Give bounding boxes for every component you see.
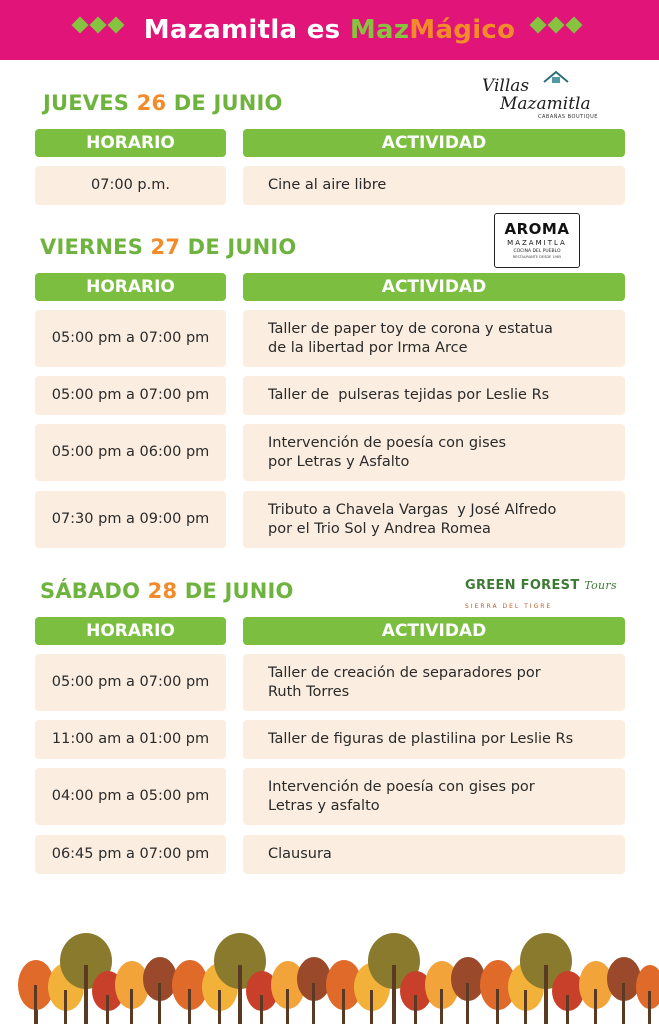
autumn-trees-illustration [0,925,659,1024]
header-horario: HORARIO [35,129,226,157]
header-banner [0,0,659,60]
cabin-roof-icon [542,70,570,84]
header-actividad: ACTIVIDAD [243,273,625,301]
time-cell: 07:30 pm a 09:00 pm [35,491,226,548]
day-title-viernes: VIERNES 27 DE JUNIO [40,235,297,259]
time-cell: 07:00 p.m. [35,166,226,205]
tree-icon [143,957,177,1024]
activity-cell: Cine al aire libre [243,166,625,205]
header-actividad: ACTIVIDAD [243,617,625,645]
tree-icon [607,957,641,1024]
activity-cell: Tributo a Chavela Vargas y José Alfredo por el Trio Sol y Andrea Romea [243,491,625,548]
time-cell: 05:00 pm a 07:00 pm [35,376,226,415]
aroma-mazamitla-logo: AROMA MAZAMITLA COCINA DEL PUEBLO RESTAURANTE DESDE 1985 [494,213,580,268]
day-title-sabado: SÁBADO 28 DE JUNIO [40,579,294,603]
tree-icon [115,961,149,1024]
activity-cell: Taller de figuras de plastilina por Leslie Rs [243,720,625,759]
tree-icon [636,965,659,1024]
tree-icon [297,957,331,1024]
header-horario: HORARIO [35,273,226,301]
activity-cell: Taller de pulseras tejidas por Leslie Rs [243,376,625,415]
header-actividad: ACTIVIDAD [243,129,625,157]
day-title-jueves: JUEVES 26 DE JUNIO [43,91,283,115]
time-cell: 05:00 pm a 06:00 pm [35,424,226,481]
time-cell: 04:00 pm a 05:00 pm [35,768,226,825]
activity-cell: Intervención de poesía con gises por Letras y asfalto [243,768,625,825]
tree-icon [579,961,613,1024]
tree-icon [552,971,584,1024]
activity-cell: Taller de paper toy de corona y estatua de la libertad por Irma Arce [243,310,625,367]
banner-title: Mazamitla es MazMágico [143,15,516,45]
time-cell: 05:00 pm a 07:00 pm [35,310,226,367]
tree-icon [451,957,485,1024]
diamond-decoration-left [74,19,122,31]
diamond-decoration-right [532,19,580,31]
activity-cell: Intervención de poesía con gises por Letras y Asfalto [243,424,625,481]
time-cell: 11:00 am a 01:00 pm [35,720,226,759]
header-horario: HORARIO [35,617,226,645]
time-cell: 06:45 pm a 07:00 pm [35,835,226,874]
time-cell: 05:00 pm a 07:00 pm [35,654,226,711]
green-forest-tours-logo: GREEN FOREST Tours SIERRA DEL TIGRE [465,578,617,610]
activity-cell: Clausura [243,835,625,874]
villas-mazamitla-logo: Villas Mazamitla CABAÑAS BOUTIQUE [480,68,598,124]
activity-cell: Taller de creación de separadores por Ruth Torres [243,654,625,711]
